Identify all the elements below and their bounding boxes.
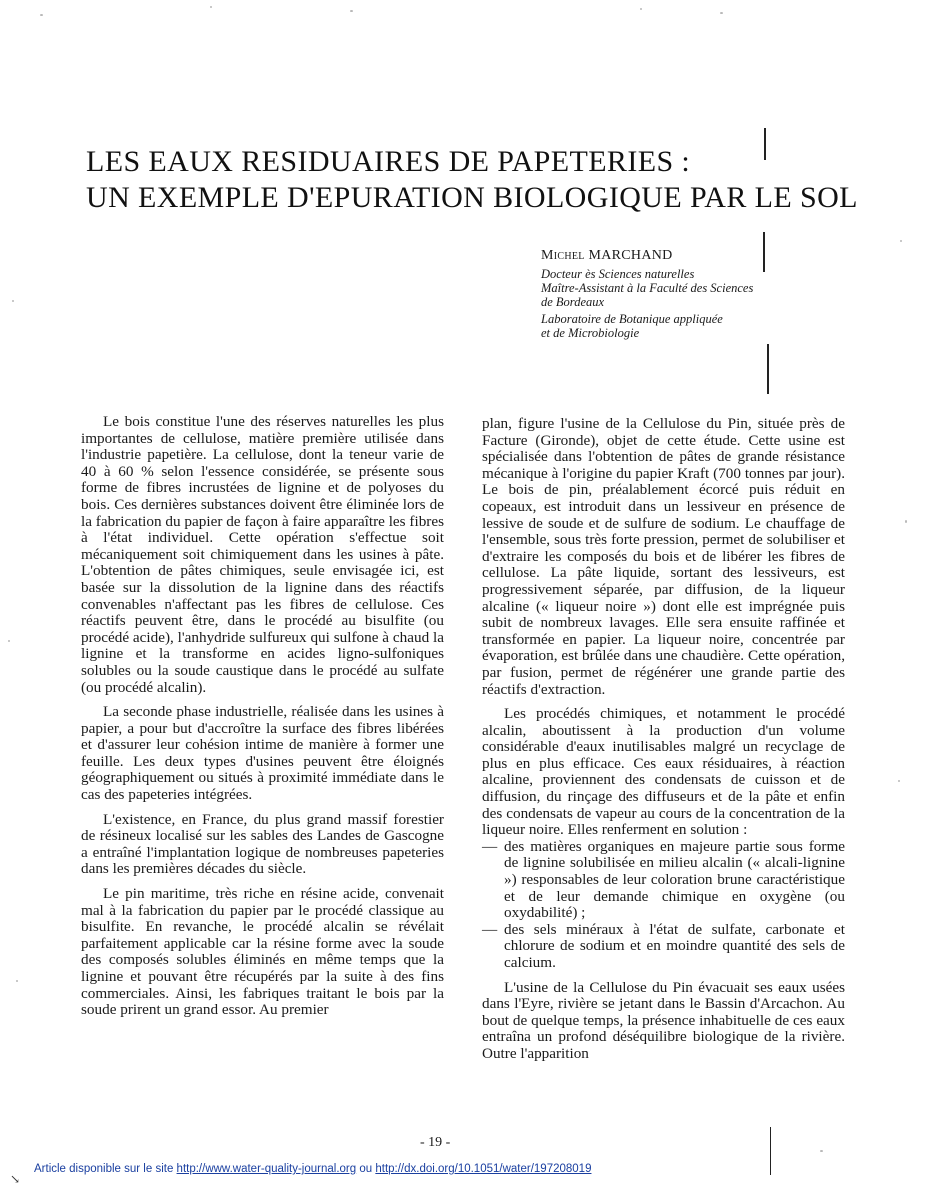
affiliation-line: Laboratoire de Botanique appliquée [541, 312, 723, 326]
paragraph: L'existence, en France, du plus grand massif forestier de résineux localisé sur les sables des Landes de Gascogne a entraîné l'implantation logique de nombreuses papeteries dans les premières décades du siècle. [81, 810, 444, 878]
paragraph: Le bois constitue l'une des réserves naturelles les plus importantes de cellulose, matière première utilisée dans l'industrie papetière. La cellulose, dont la teneur varie de 40 à 60 % selon l'essence considérée, se présente sous forme de fibres incrustées de lignine et de polyoses du bois. Ces dernières substances doivent être éliminée lors de la fabrication du papier de façon à faire apparaître les fibres à l'état individuel. Cette opération s'effectue soit mécaniquement soit chimiquement dans les usines à pâte. L'obtention de pâtes chimiques, seule envisagée ici, est basée sur la dissolution de la lignine dans des réactifs convenables n'affectant pas les fibres de cellulose. Ces réactifs peuvent être, dans le procédé au bisulfite (ou procédé acide), l'anhydride sulfureux qui sulfone à chaud la lignine et la transforme en acides ligno-sulfoniques solubles ou la soude caustique dans le procédé au sulfate (ou procédé alcalin). [81, 413, 444, 696]
margin-bar-title [764, 128, 766, 160]
affiliation-line: de Bordeaux [541, 295, 605, 309]
affiliation-line: Docteur ès Sciences naturelles [541, 267, 695, 281]
title-line-2: UN EXEMPLE D'EPURATION BIOLOGIQUE PAR LE SOL [86, 181, 858, 214]
author-first-name: Michel [541, 248, 585, 263]
paragraph: Les procédés chimiques, et notamment le procédé alcalin, aboutissent à la production d'un volume considérable d'eaux inutilisables malgré un recyclage de plus en plus efficace. Ces eaux résiduaires, à réaction alcaline, proviennent des condensats de cuisson et de diffusion, du rinçage des diffuseurs et de la pâte et enfin des condensats de vapeur au cours de la concentration de la liqueur noire. Elles renferment en solution : [482, 705, 845, 839]
corner-mark: ↘ [10, 1172, 21, 1186]
footer-prefix: Article disponible sur le site [34, 1163, 174, 1175]
paragraph: Le pin maritime, très riche en résine acide, convenait mal à la fabrication du papier par le procédé classique au bisulfite. En revanche, le procédé alcalin se révélait parfaitement applicable car la résine forme avec la soude des composés solubles éliminés en même temps que la lignine et pouvant être récupérés par la suite à des fins commerciales. Ainsi, les fabriques traitant le bois par la soude prirent un grand essor. Au premier [81, 885, 444, 1019]
page-number: - 19 - [420, 1135, 451, 1150]
author-last-name: MARCHAND [588, 248, 673, 263]
list-item-text: des matières organiques en majeure partie sous forme de lignine solubilisée en milieu alcalin (« alcali-lignine ») responsables de leur coloration brune caractéristique et de leur demande chimique en oxygène (ou oxydabilité) ; [504, 837, 845, 922]
article-title [86, 144, 856, 216]
footer-middle: ou [359, 1163, 373, 1175]
list-dash: — [482, 837, 498, 855]
list-item [482, 839, 845, 922]
list-item-text: des sels minéraux à l'état de sulfate, carbonate et chlorure de sodium et en moindre quantité des sels de calcium. [504, 920, 845, 971]
list-dash: — [482, 920, 498, 938]
author-name [541, 248, 811, 264]
journal-link[interactable]: http://www.water-quality-journal.org [176, 1163, 357, 1175]
author-block [541, 248, 811, 341]
list-item [482, 922, 845, 972]
paragraph: La seconde phase industrielle, réalisée dans les usines à papier, a pour but d'accroître la surface des fibres libérées et d'assurer leur cohésion intime de manière à former une feuille. Les deux types d'usines peuvent être éloignés géographiquement ou situés à proximité immédiate dans le cas des papeteries intégrées. [81, 703, 444, 804]
margin-bar-footer [770, 1127, 771, 1175]
paragraph: plan, figure l'usine de la Cellulose du Pin, située près de Facture (Gironde), objet de cette étude. Cette usine est spécialisée dans l'obtention de pâtes de grande résistance mécanique à l'origine du papier Kraft (700 tonnes par jour). Le bois de pin, préalablement écorcé puis réduit en copeaux, est introduit dans un lessiveur en présence de lessive de soude et de sulfure de sodium. Le chauffage de l'ensemble, sous très forte pression, permet de solubiliser et d'extraire les composés du bois et de libérer les fibres de cellulose. La pâte liquide, sortant des lessiveurs, est progressivement séparée, par diffusion, de la liqueur alcaline (« liqueur noire ») dont elle est imprégnée puis subit de nombreux lavages. Elle sera ensuite raffinée et transformée en papier. La liqueur noire, concentrée par évaporation, est brûlée dans une chaudière. Cette opération, par fusion, permet de régénérer une grande partie des réactifs d'extraction. [482, 415, 845, 698]
left-column [81, 414, 444, 1019]
paragraph: L'usine de la Cellulose du Pin évacuait ses eaux usées dans l'Eyre, rivière se jetant dans le Bassin d'Arcachon. Au bout de quelque temps, la présence inhabituelle de ces eaux entraîna un profond déséquilibre biologique de la rivière. Outre l'apparition [482, 978, 845, 1062]
footer-availability [34, 1163, 591, 1175]
right-column [482, 416, 845, 1063]
affiliation-line: Maître-Assistant à la Faculté des Sciences [541, 281, 754, 295]
title-line-1: LES EAUX RESIDUAIRES DE PAPETERIES : [86, 145, 691, 178]
margin-bar-affiliation [767, 344, 769, 394]
contents-list [482, 839, 845, 972]
affiliation-line: et de Microbiologie [541, 326, 640, 340]
doi-link[interactable]: http://dx.doi.org/10.1051/water/197208019 [375, 1163, 592, 1175]
